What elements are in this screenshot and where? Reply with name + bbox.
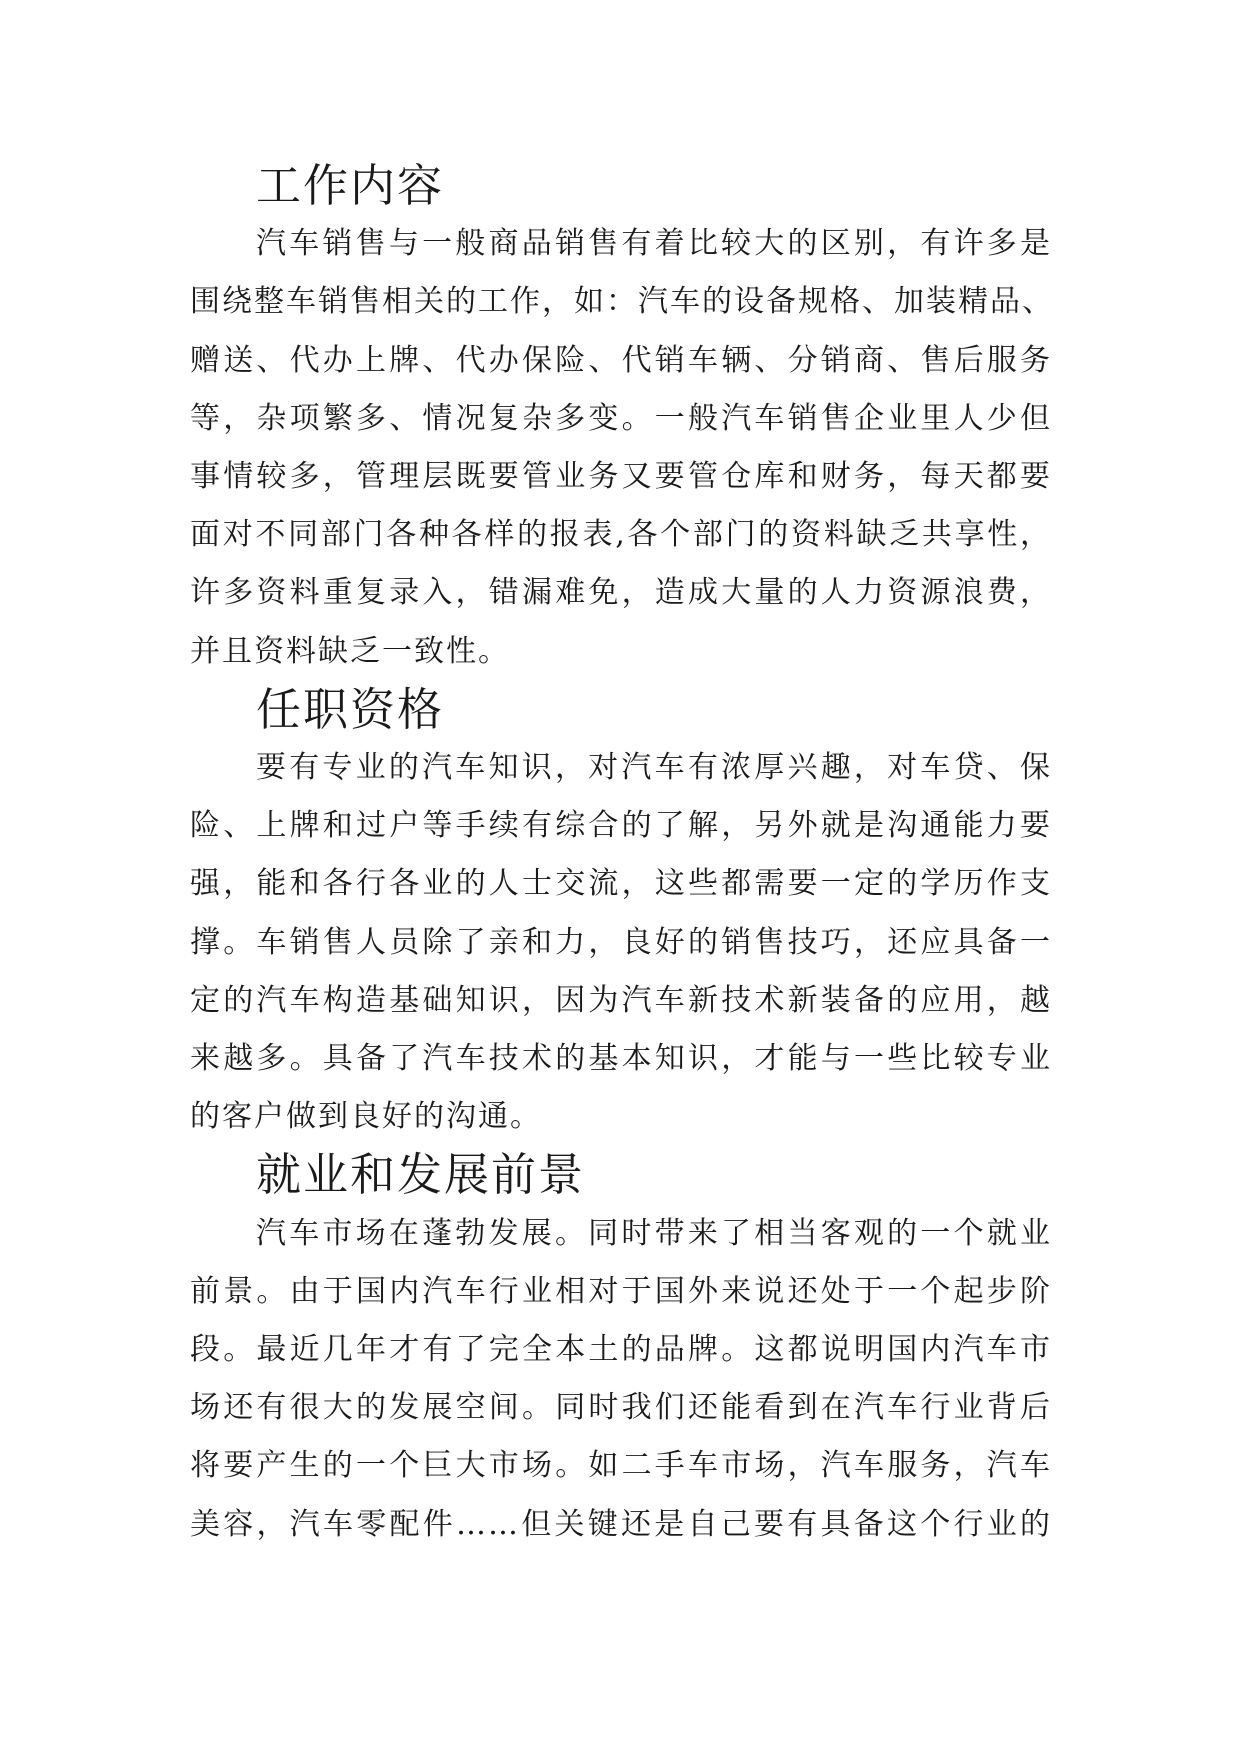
text-line: 汽车销售与一般商品销售有着比较大的区别，有许多是: [256, 226, 1052, 262]
text-line: 的客户做到良好的沟通。: [190, 1099, 542, 1135]
text-line: 强，能和各行各业的人士交流，这些都需要一定的学历作支: [190, 866, 1052, 902]
text-line: 等，杂项繁多、情况复杂多变。一般汽车销售企业里人少但: [190, 400, 1052, 436]
text-line: 并且资料缺乏一致性。: [190, 633, 510, 669]
section-paragraph: [190, 215, 1052, 681]
text-line: 赠送、代办上牌、代办保险、代销车辆、分销商、售后服务: [190, 342, 1052, 378]
section-job-content: [190, 157, 1052, 681]
section-heading: 就业和发展前景: [256, 1148, 586, 1202]
section-paragraph: [190, 739, 1052, 1146]
text-line: 要有专业的汽车知识，对汽车有浓厚兴趣，对车贷、保: [256, 750, 1052, 786]
section-qualifications: [190, 681, 1052, 1147]
text-line: 将要产生的一个巨大市场。如二手车市场，汽车服务，汽车: [190, 1448, 1052, 1484]
section-paragraph: [190, 1205, 1052, 1554]
text-line: 险、上牌和过户等手续有综合的了解，另外就是沟通能力要: [190, 808, 1052, 844]
text-line: 撑。车销售人员除了亲和力，良好的销售技巧，还应具备一: [190, 924, 1052, 960]
text-line: 前景。由于国内汽车行业相对于国外来说还处于一个起步阶: [190, 1273, 1052, 1309]
text-line: 来越多。具备了汽车技术的基本知识，才能与一些比较专业: [190, 1041, 1052, 1077]
text-line: 许多资料重复录入，错漏难免，造成大量的人力资源浪费，: [190, 575, 1052, 611]
text-line: 场还有很大的发展空间。同时我们还能看到在汽车行业背后: [190, 1390, 1052, 1426]
section-heading: 工作内容: [256, 159, 445, 212]
text-line: 汽车市场在蓬勃发展。同时带来了相当客观的一个就业: [256, 1215, 1052, 1251]
section-heading: 任职资格: [256, 682, 445, 736]
text-line: 段。最近几年才有了完全本土的品牌。这都说明国内汽车市: [190, 1332, 1052, 1368]
section-employment-prospects: [190, 1146, 1052, 1553]
text-line: 事情较多，管理层既要管业务又要管仓库和财务，每天都要: [190, 459, 1052, 495]
document-body: [190, 157, 1052, 1554]
text-line: 美容，汽车零配件……但关键还是自己要有具备这个行业的: [190, 1506, 1052, 1542]
text-line: 面对不同部门各种各样的报表,各个部门的资料缺乏共享性，: [190, 517, 1052, 553]
text-line: 定的汽车构造基础知识，因为汽车新技术新装备的应用，越: [190, 982, 1052, 1018]
text-line: 围绕整车销售相关的工作，如：汽车的设备规格、加装精品、: [190, 284, 1054, 320]
